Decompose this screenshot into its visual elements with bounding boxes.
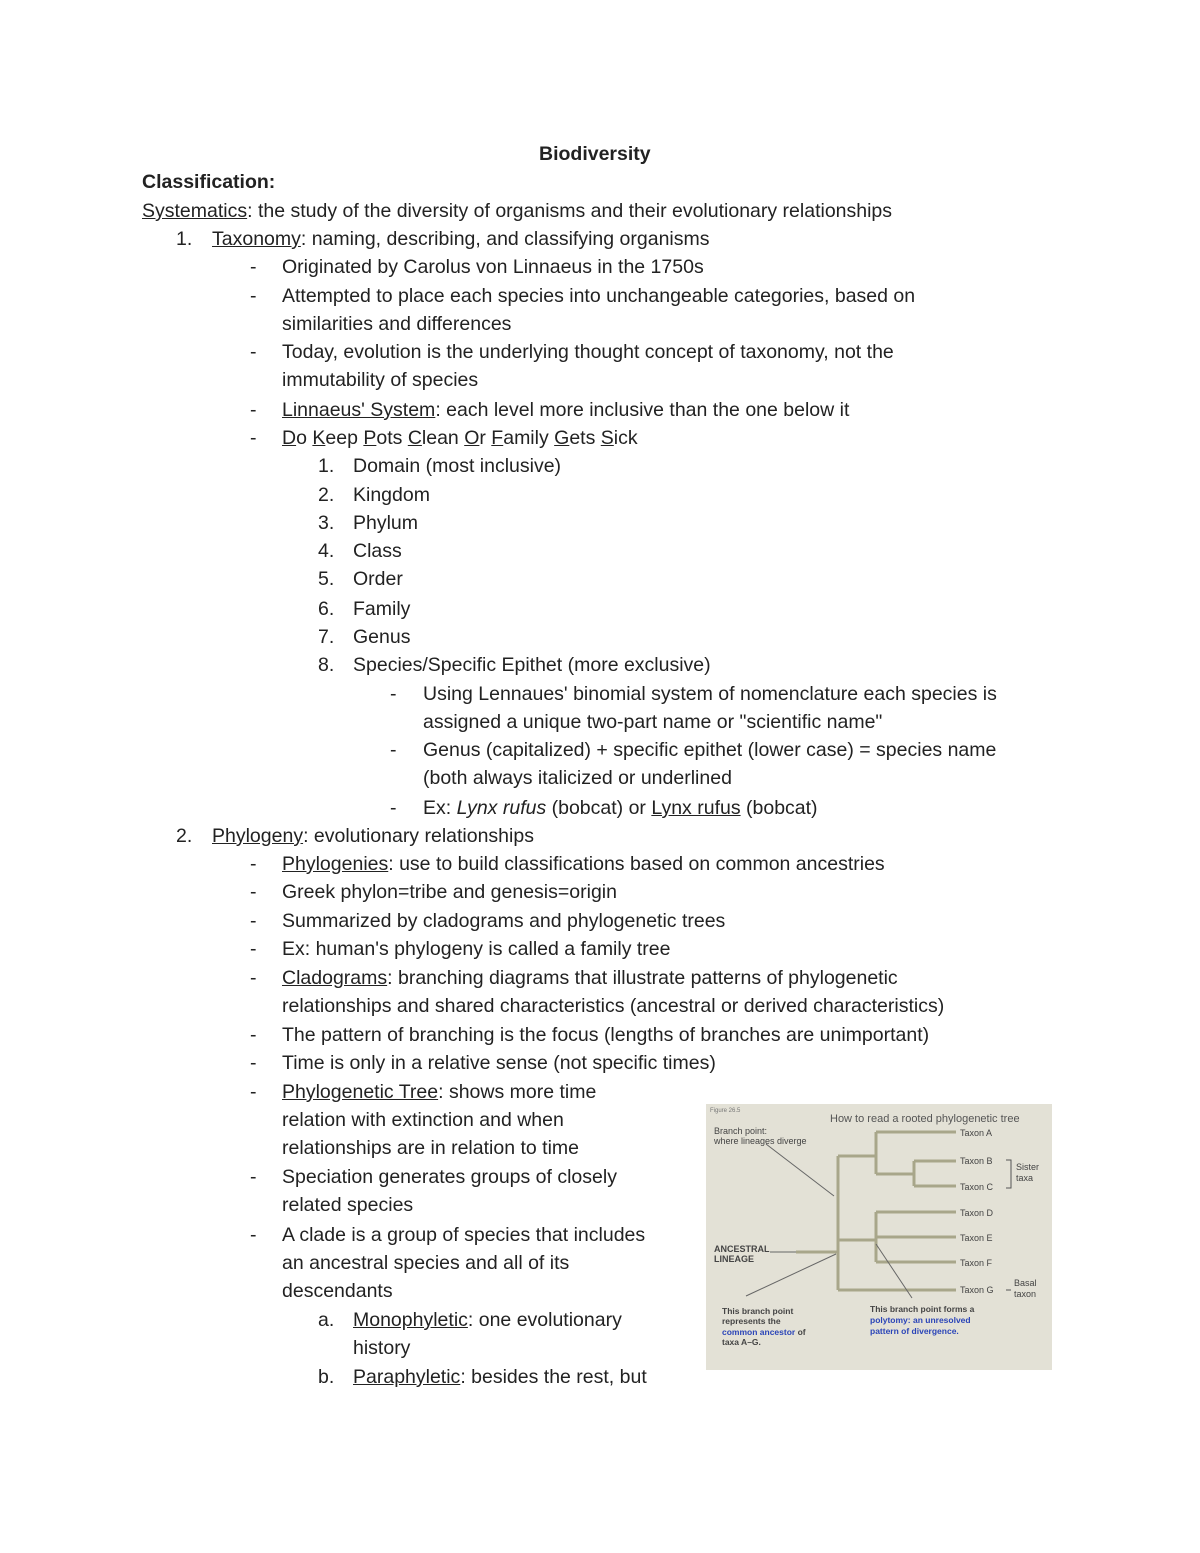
basal-label: Basal (1014, 1278, 1037, 1288)
pointer-lines (746, 1144, 912, 1298)
monophyletic-term: Monophyletic (353, 1309, 468, 1331)
list-letter: a. (318, 1309, 335, 1331)
list-item-cont: history (353, 1337, 411, 1359)
taxonomy-def: : naming, describing, and classifying organisms (300, 228, 710, 250)
annotation-right: This branch point forms a (870, 1304, 975, 1314)
mnemonic-letter: F (491, 427, 504, 449)
list-item-cont: related species (282, 1194, 414, 1216)
level-number: 5. (318, 568, 335, 590)
level-item: Species/Specific Epithet (more exclusive) (353, 654, 711, 676)
bullet-dash: - (250, 341, 257, 363)
bullet-dash: - (250, 256, 257, 278)
list-item: Today, evolution is the underlying thought concept of taxonomy, not the (282, 341, 894, 363)
list-item-cont: an ancestral species and all of its (282, 1252, 570, 1274)
sister-label-2: taxa (1016, 1173, 1034, 1183)
taxon-label: Taxon E (960, 1233, 993, 1243)
list-item: Ex: human's phylogeny is called a family tree (282, 938, 671, 960)
mnemonic-line: Do Keep Pots Clean Or Family Gets Sick (282, 427, 638, 449)
annotation-right-2: polytomy: an unresolved (870, 1315, 971, 1325)
level-number: 3. (318, 512, 335, 534)
bullet-dash: - (250, 1081, 257, 1103)
level-number: 1. (318, 455, 335, 477)
level-item: Family (353, 598, 411, 620)
taxon-label: Taxon B (960, 1156, 993, 1166)
list-item: A clade is a group of species that includes (282, 1224, 646, 1246)
phylogeny-line (212, 822, 534, 850)
bullet-dash: - (250, 881, 257, 903)
bullet-dash: - (250, 427, 257, 449)
level-number: 2. (318, 484, 335, 506)
tree-diagram (706, 1104, 1052, 1370)
systematics-line (142, 197, 892, 225)
list-item: Greek phylon=tribe and genesis=origin (282, 881, 617, 903)
bullet-dash: - (390, 797, 397, 819)
level-number: 4. (318, 540, 335, 562)
linnaeus-line (282, 396, 849, 424)
phylo-tree-term: Phylogenetic Tree (282, 1081, 439, 1103)
paraphyletic-line: Paraphyletic: besides the rest, but (353, 1366, 647, 1388)
level-item: Domain (most inclusive) (353, 455, 562, 477)
list-item: Attempted to place each species into unchangeable categories, based on (282, 285, 916, 307)
level-item: Kingdom (353, 484, 430, 506)
list-item: Time is only in a relative sense (not specific times) (282, 1052, 716, 1074)
taxon-label: Taxon A (960, 1128, 993, 1138)
systematics-term: Systematics (142, 200, 248, 222)
taxon-label: Taxon F (960, 1258, 993, 1268)
basal-label-2: taxon (1014, 1289, 1037, 1299)
cladograms-term: Cladograms (282, 967, 388, 989)
taxon-label: Taxon D (960, 1208, 994, 1218)
ancestral-label: ANCESTRAL (714, 1244, 770, 1254)
list-item-cont: similarities and differences (282, 313, 512, 335)
annotation-left-4: taxa A–G. (722, 1337, 761, 1347)
bullet-dash: - (250, 1166, 257, 1188)
list-item-cont: relationships and shared characteristics (ancestral or derived characteristics) (282, 995, 945, 1017)
bullet-dash: - (250, 1224, 257, 1246)
annotation-left-3: common ancestor of (722, 1327, 806, 1337)
bullet-dash: - (250, 1052, 257, 1074)
linnaeus-term: Linnaeus' System (282, 399, 436, 421)
list-item: The pattern of branching is the focus (lengths of branches are unimportant) (282, 1024, 930, 1046)
bullet-dash: - (250, 910, 257, 932)
mnemonic-letter: O (464, 427, 480, 449)
figure-label: Figure 26.5 (710, 1108, 741, 1114)
list-item: Summarized by cladograms and phylogenetic trees (282, 910, 726, 932)
bullet-dash: - (390, 683, 397, 705)
list-item-cont: immutability of species (282, 369, 479, 391)
bullet-dash: - (250, 967, 257, 989)
phylogeny-term: Phylogeny (212, 825, 304, 847)
list-item: Originated by Carolus von Linnaeus in the 1750s (282, 256, 704, 278)
phylogeny-def: : evolutionary relationships (303, 825, 534, 847)
phylogenies-term: Phylogenies (282, 853, 389, 875)
monophyletic-line: Monophyletic: one evolutionary (353, 1309, 622, 1331)
phylogenies-line: Phylogenies: use to build classifications based on common ancestries (282, 853, 885, 875)
page-title: Biodiversity (539, 143, 651, 165)
paraphyletic-term: Paraphyletic (353, 1366, 461, 1388)
list-item-cont: relation with extinction and when (282, 1109, 564, 1131)
list-letter: b. (318, 1366, 335, 1388)
bullet-dash: - (390, 739, 397, 761)
mnemonic-letter: K (312, 427, 326, 449)
annotation-left: This branch point (722, 1306, 794, 1316)
branch-point-label: Branch point: (714, 1126, 768, 1136)
mnemonic-letter: P (363, 427, 377, 449)
level-item: Order (353, 568, 403, 590)
list-item-cont: (both always italicized or underlined (423, 767, 732, 789)
figure-title: How to read a rooted phylogenetic tree (830, 1113, 1020, 1125)
list-item: Speciation generates groups of closely (282, 1166, 617, 1188)
cladograms-line: Cladograms: branching diagrams that illustrate patterns of phylogenetic (282, 967, 898, 989)
phylogenetic-tree-figure (706, 1104, 1052, 1370)
list-item-cont: assigned a unique two-part name or "scientific name" (423, 711, 883, 733)
sister-bracket (1006, 1160, 1011, 1188)
phylo-tree-line: Phylogenetic Tree: shows more time (282, 1081, 597, 1103)
list-number: 1. (176, 228, 193, 250)
species-underlined: Lynx rufus (651, 797, 741, 819)
species-italic: Lynx rufus (456, 797, 547, 819)
lineage-label: LINEAGE (714, 1254, 755, 1264)
list-item-cont: relationships are in relation to time (282, 1137, 579, 1159)
annotation-left-2: represents the (722, 1316, 781, 1326)
taxonomy-term: Taxonomy (212, 228, 301, 250)
list-item: Using Lennaues' binomial system of nomenclature each species is (423, 683, 997, 705)
sister-label: Sister (1016, 1162, 1040, 1172)
section-heading: Classification: (142, 171, 276, 193)
mnemonic-letter: G (554, 427, 570, 449)
level-number: 6. (318, 598, 335, 620)
branch-point-desc: where lineages diverge (714, 1136, 807, 1146)
taxonomy-line (212, 225, 710, 253)
level-item: Class (353, 540, 402, 562)
mnemonic-letter: S (600, 427, 614, 449)
taxon-label: Taxon C (960, 1182, 994, 1192)
bullet-dash: - (250, 285, 257, 307)
bullet-dash: - (250, 1024, 257, 1046)
taxon-label: Taxon G (960, 1285, 994, 1295)
mnemonic-letter: D (282, 427, 297, 449)
level-number: 8. (318, 654, 335, 676)
linnaeus-def: : each level more inclusive than the one below it (435, 399, 850, 421)
example-line: Ex: Lynx rufus (bobcat) or Lynx rufus (bobcat) (423, 797, 818, 819)
tree-branches (796, 1132, 956, 1290)
bullet-dash: - (250, 399, 257, 421)
annotation-right-3: pattern of divergence. (870, 1326, 959, 1336)
bullet-dash: - (250, 853, 257, 875)
list-item: Genus (capitalized) + specific epithet (lower case) = species name (423, 739, 997, 761)
list-item-cont: descendants (282, 1280, 393, 1302)
mnemonic-letter: C (407, 427, 422, 449)
bullet-dash: - (250, 938, 257, 960)
level-number: 7. (318, 626, 335, 648)
level-item: Phylum (353, 512, 419, 534)
list-number: 2. (176, 825, 193, 847)
systematics-def: : the study of the diversity of organisms and their evolutionary relationships (247, 200, 893, 222)
level-item: Genus (353, 626, 411, 648)
